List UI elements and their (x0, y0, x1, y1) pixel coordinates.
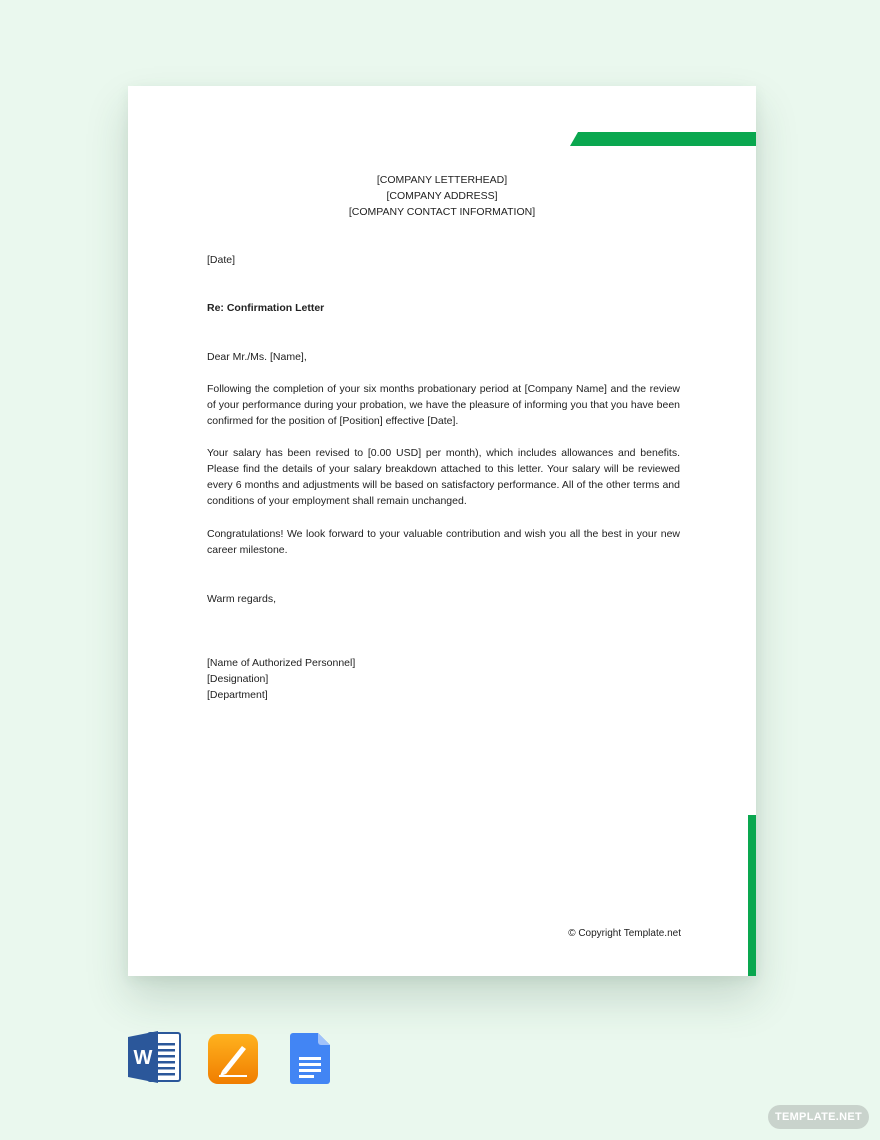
signature-name: [Name of Authorized Personnel] (207, 657, 356, 669)
letter-subject: Re: Confirmation Letter (207, 302, 325, 314)
signature-designation: [Designation] (207, 673, 269, 685)
letterhead-block (128, 172, 756, 220)
signature-block (207, 655, 680, 703)
template-net-watermark: TEMPLATE.NET (768, 1105, 869, 1129)
letter-closing: Warm regards, (207, 593, 277, 605)
word-icon[interactable] (128, 1031, 182, 1083)
body-paragraph: Congratulations! We look forward to your valuable contribution and wish you all the best in your new career milestone. (207, 528, 680, 556)
green-accent-bar-top (570, 132, 756, 146)
document-page (128, 86, 756, 976)
signature-department: [Department] (207, 689, 268, 701)
copyright-notice: © Copyright Template.net (568, 928, 681, 939)
green-accent-bar-side (748, 815, 756, 976)
body-paragraph: Following the completion of your six months probationary period at [Company Name] and the review of your performance during your probation, we have the pleasure of informing you that you have been confirmed for the position of [Position] effective [Date]. (207, 383, 680, 427)
pages-icon[interactable] (208, 1034, 258, 1084)
letterhead-company: [COMPANY LETTERHEAD] (376, 174, 508, 186)
google-docs-icon[interactable] (290, 1033, 330, 1085)
letterhead-address: [COMPANY ADDRESS] (386, 190, 498, 202)
letter-date: [Date] (207, 254, 236, 266)
body-paragraph: Your salary has been revised to [0.00 USD] per month), which includes allowances and benefits. Please find the details of your salary breakdown attached to this letter. Your salary will be reviewed every 6 months and adjustments will be based on satisfactory performance. All of the other terms and conditions of your employment shall remain unchanged. (207, 447, 680, 507)
letter-salutation: Dear Mr./Ms. [Name], (207, 351, 307, 363)
letterhead-contact: [COMPANY CONTACT INFORMATION] (348, 206, 536, 218)
word-icon-letter: W (133, 1047, 153, 1069)
